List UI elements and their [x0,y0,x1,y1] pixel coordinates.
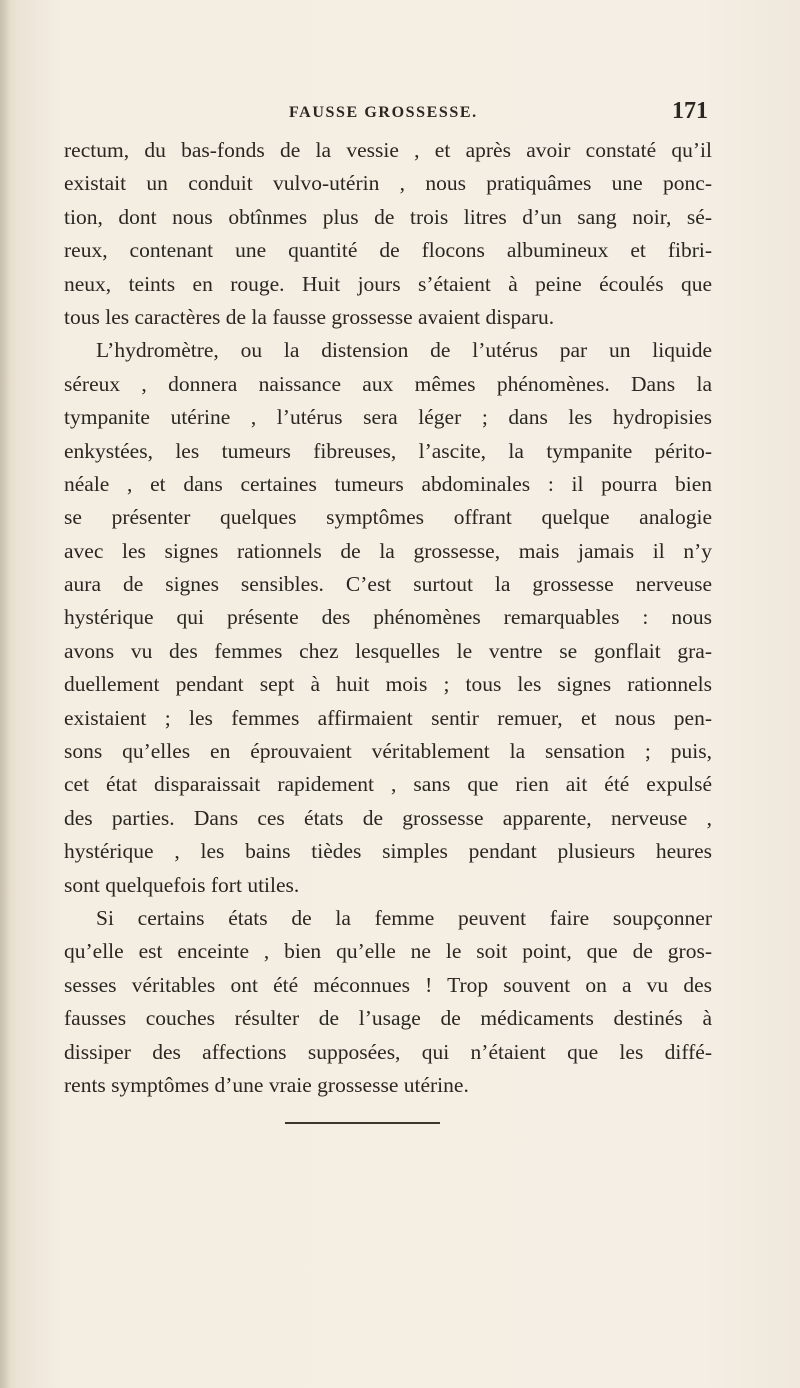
text-line: sont quelquefois fort utiles. [64,872,300,897]
running-head [64,98,712,128]
text-line: avons vu des femmes chez lesquelles le ventre se gonflait gra- [64,638,712,663]
text-line: tion, dont nous obtînmes plus de trois litres d’un sang noir, sé- [64,204,712,229]
text-line: existait un conduit vulvo-utérin , nous pratiquâmes une ponc- [64,171,712,196]
text-line: sesses véritables ont été méconnues ! Trop souvent on a vu des [64,972,712,997]
text-line: reux, contenant une quantité de flocons albumineux et fibri- [64,238,712,263]
section-end-rule [285,1122,440,1124]
text-line: séreux , donnera naissance aux mêmes phénomènes. Dans la [64,371,712,396]
text-line: se présenter quelques symptômes offrant quelque analogie [64,505,712,530]
text-line: rectum, du bas-fonds de la vessie , et après avoir constaté qu’il [64,138,712,162]
text-line: rents symptômes d’une vraie grossesse utérine. [64,1072,469,1097]
text-line: Si certains états de la femme peuvent faire soupçonner [96,905,712,930]
text-line: fausses couches résulter de l’usage de médicaments destinés à [64,1006,712,1031]
text-line: hystérique , les bains tièdes simples pendant plusieurs heures [64,839,712,864]
text-line: sons qu’elles en éprouvaient véritablement la sensation ; puis, [64,739,712,764]
running-head-title: FAUSSE GROSSESSE. [289,104,478,121]
text-line: existaient ; les femmes affirmaient sentir remuer, et nous pen- [64,705,712,730]
text-line: avec les signes rationnels de la grossesse, mais jamais il n’y [64,538,712,563]
text-line: qu’elle est enceinte , bien qu’elle ne le soit point, que de gros- [64,939,712,964]
text-line: enkystées, les tumeurs fibreuses, l’ascite, la tympanite périto- [64,438,712,463]
text-line: cet état disparaissait rapidement , sans que rien ait été expulsé [64,772,712,797]
text-line: L’hydromètre, ou la distension de l’utérus par un liquide [96,338,712,363]
text-line: neux, teints en rouge. Huit jours s’étaient à peine écoulés que [64,271,712,296]
text-line: hystérique qui présente des phénomènes remarquables : nous [64,605,712,630]
text-line: néale , et dans certaines tumeurs abdominales : il pourra bien [64,471,712,496]
text-line: duellement pendant sept à huit mois ; tous les signes rationnels [64,672,712,697]
text-line: aura de signes sensibles. C’est surtout la grossesse nerveuse [64,572,712,597]
text-line: des parties. Dans ces états de grossesse apparente, nerveuse , [64,805,712,830]
text-line: tympanite utérine , l’utérus sera léger ; dans les hydropisies [64,405,712,430]
text-line: dissiper des affections supposées, qui n’étaient que les diffé- [64,1039,712,1064]
body-text [64,134,712,1102]
page-number: 171 [672,98,708,124]
text-line: tous les caractères de la fausse grossesse avaient disparu. [64,304,555,329]
page-gutter-shadow [0,0,10,1388]
